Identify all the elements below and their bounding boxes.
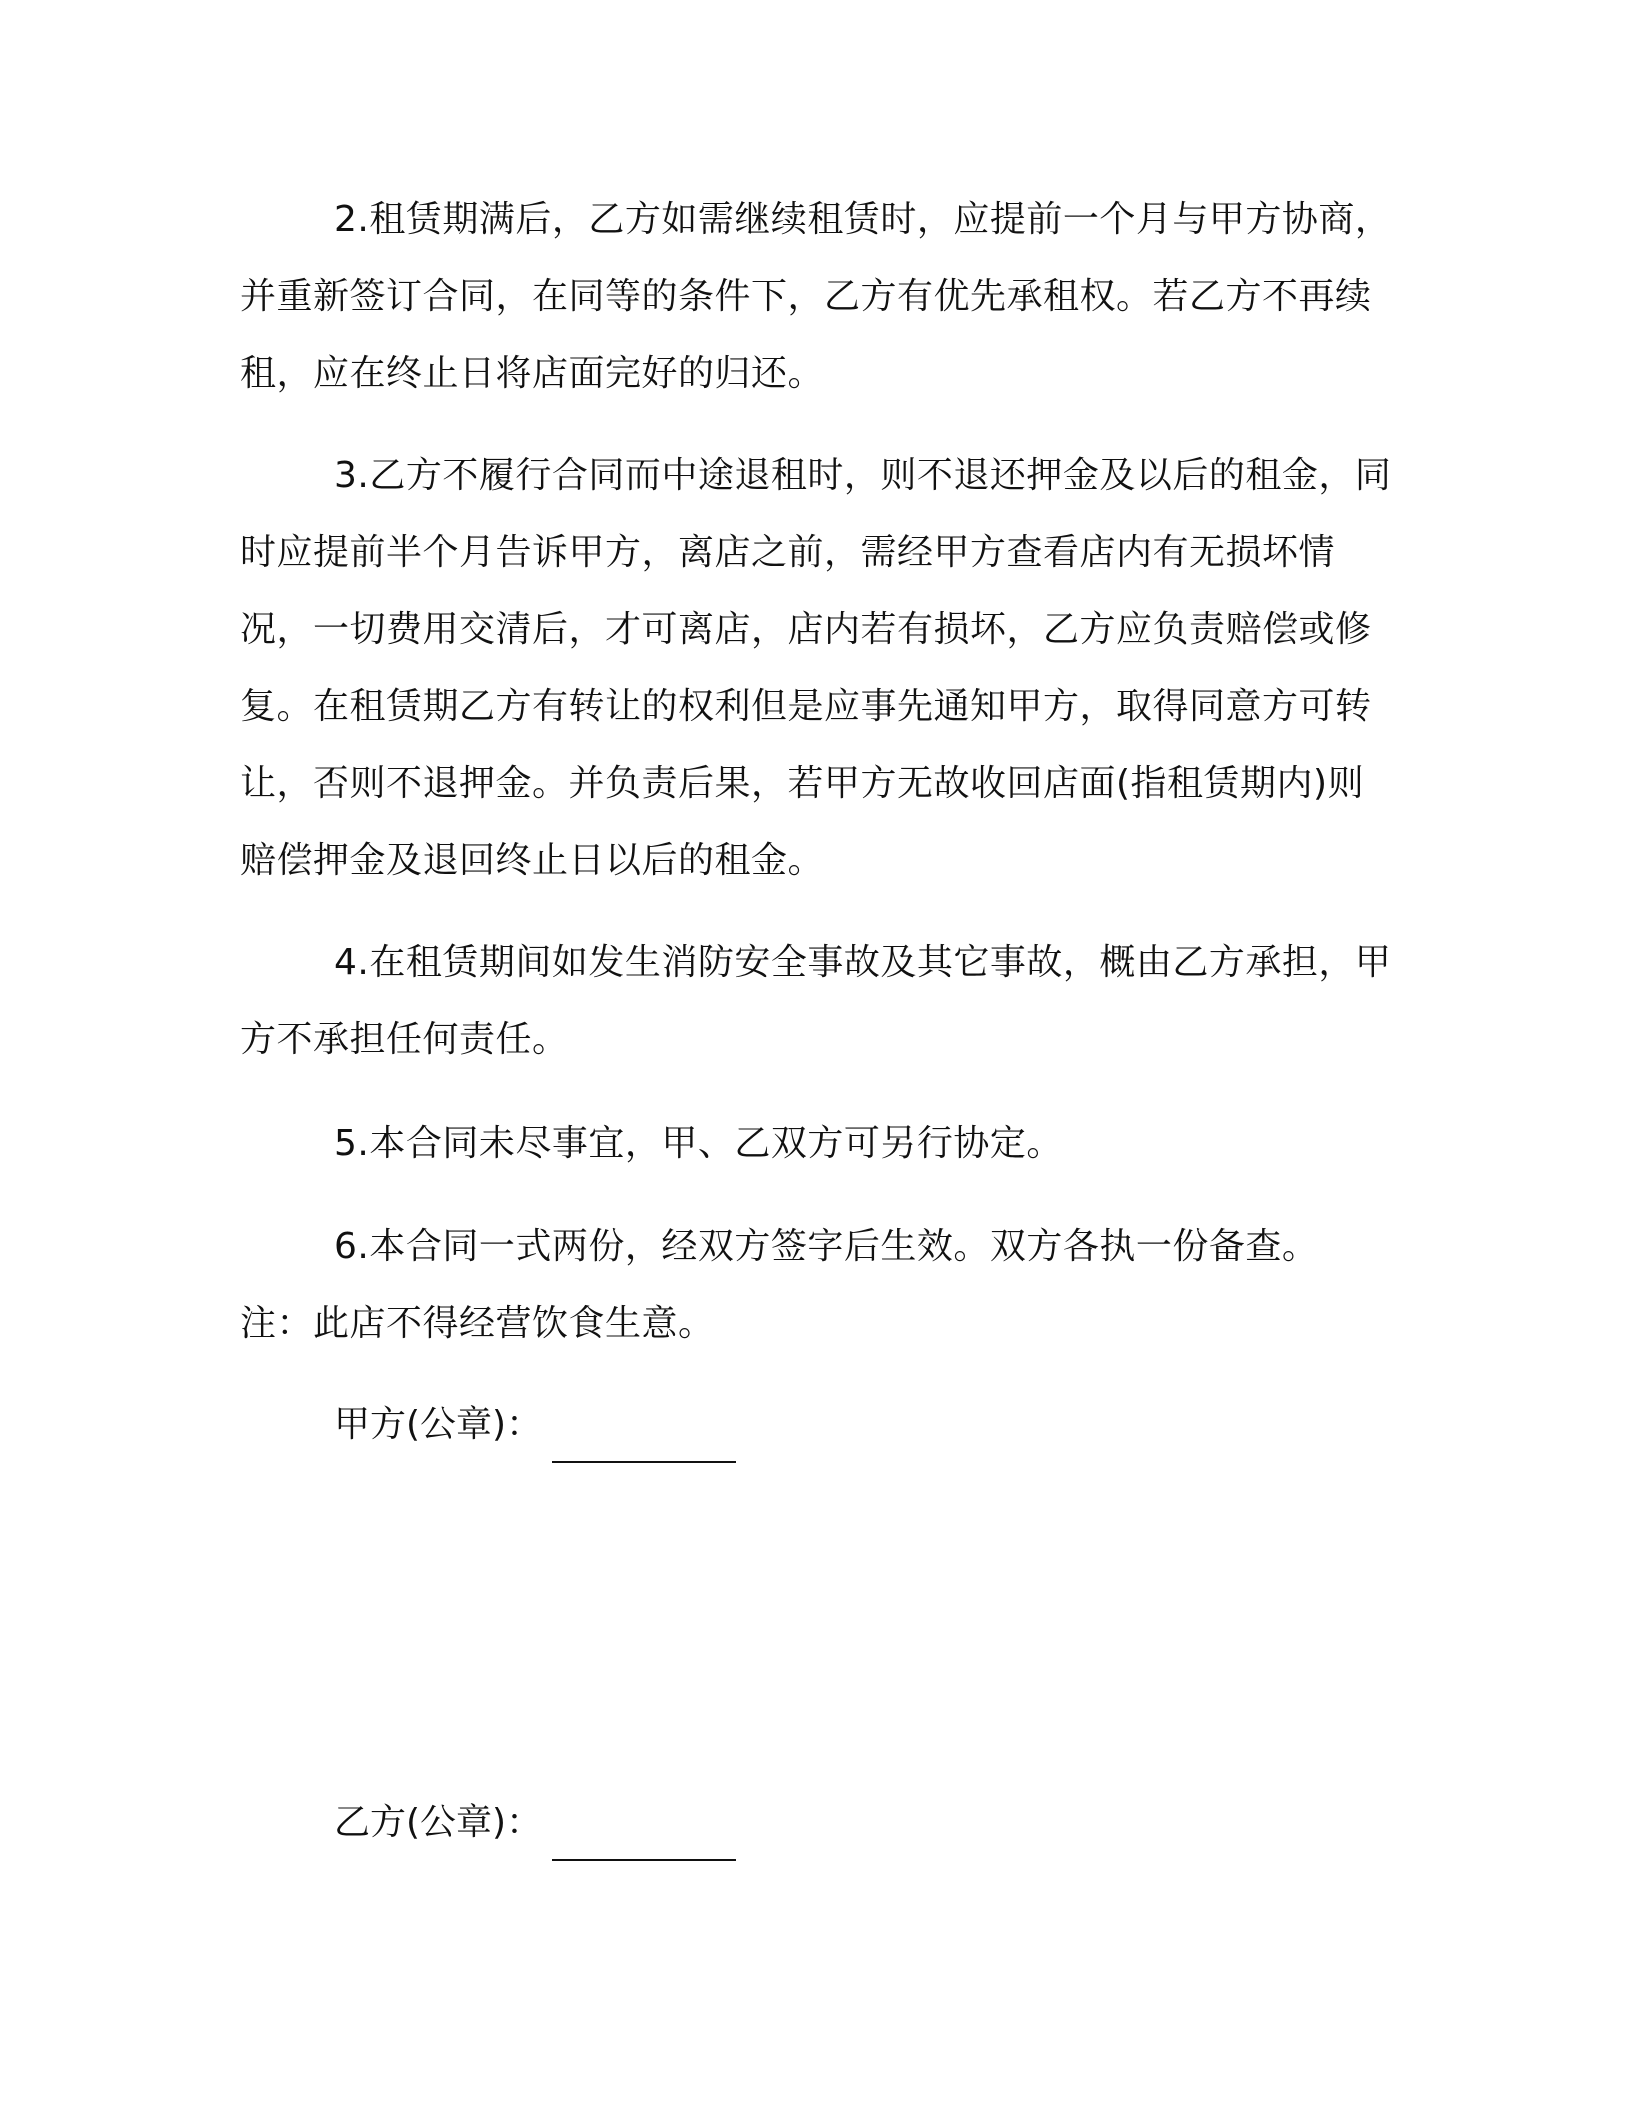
party-b-signature xyxy=(334,1784,736,1861)
party-b-label: 乙方(公章)： xyxy=(334,1802,543,1843)
clause-6: 6.本合同一式两份，经双方签字后生效。双方各执一份备查。 注：此店不得经营饮食生意。 xyxy=(240,1226,1319,1344)
clause-3: 3.乙方不履行合同而中途退租时，则不退还押金及以后的租金，同时应提前半个月告诉甲方，离店之前，需经甲方查看店内有无损坏情况，一切费用交清后，才可离店，店内若有损坏，乙方应负责赔偿或修复。在租赁期乙方有转让的权利但是应事先通知甲方，取得同意方可转让，否则不退押金。并负责后果，若甲方无故收回店面(指租赁期内)则赔偿押金及退回终止日以后的租金。 xyxy=(240,455,1392,881)
clause-2: 2.租赁期满后，乙方如需继续租赁时，应提前一个月与甲方协商，并重新签订合同，在同等的条件下，乙方有优先承租权。若乙方不再续租，应在终止日将店面完好的归还。 xyxy=(240,199,1392,394)
party-b-signature-line xyxy=(552,1813,736,1861)
party-a-signature xyxy=(334,1386,736,1463)
party-a-signature-line xyxy=(552,1415,736,1463)
party-a-label: 甲方(公章)： xyxy=(334,1404,543,1445)
clause-4: 4.在租赁期间如发生消防安全事故及其它事故，概由乙方承担，甲方不承担任何责任。 xyxy=(240,942,1392,1060)
clause-5: 5.本合同未尽事宜，甲、乙双方可另行协定。 xyxy=(334,1123,1063,1164)
